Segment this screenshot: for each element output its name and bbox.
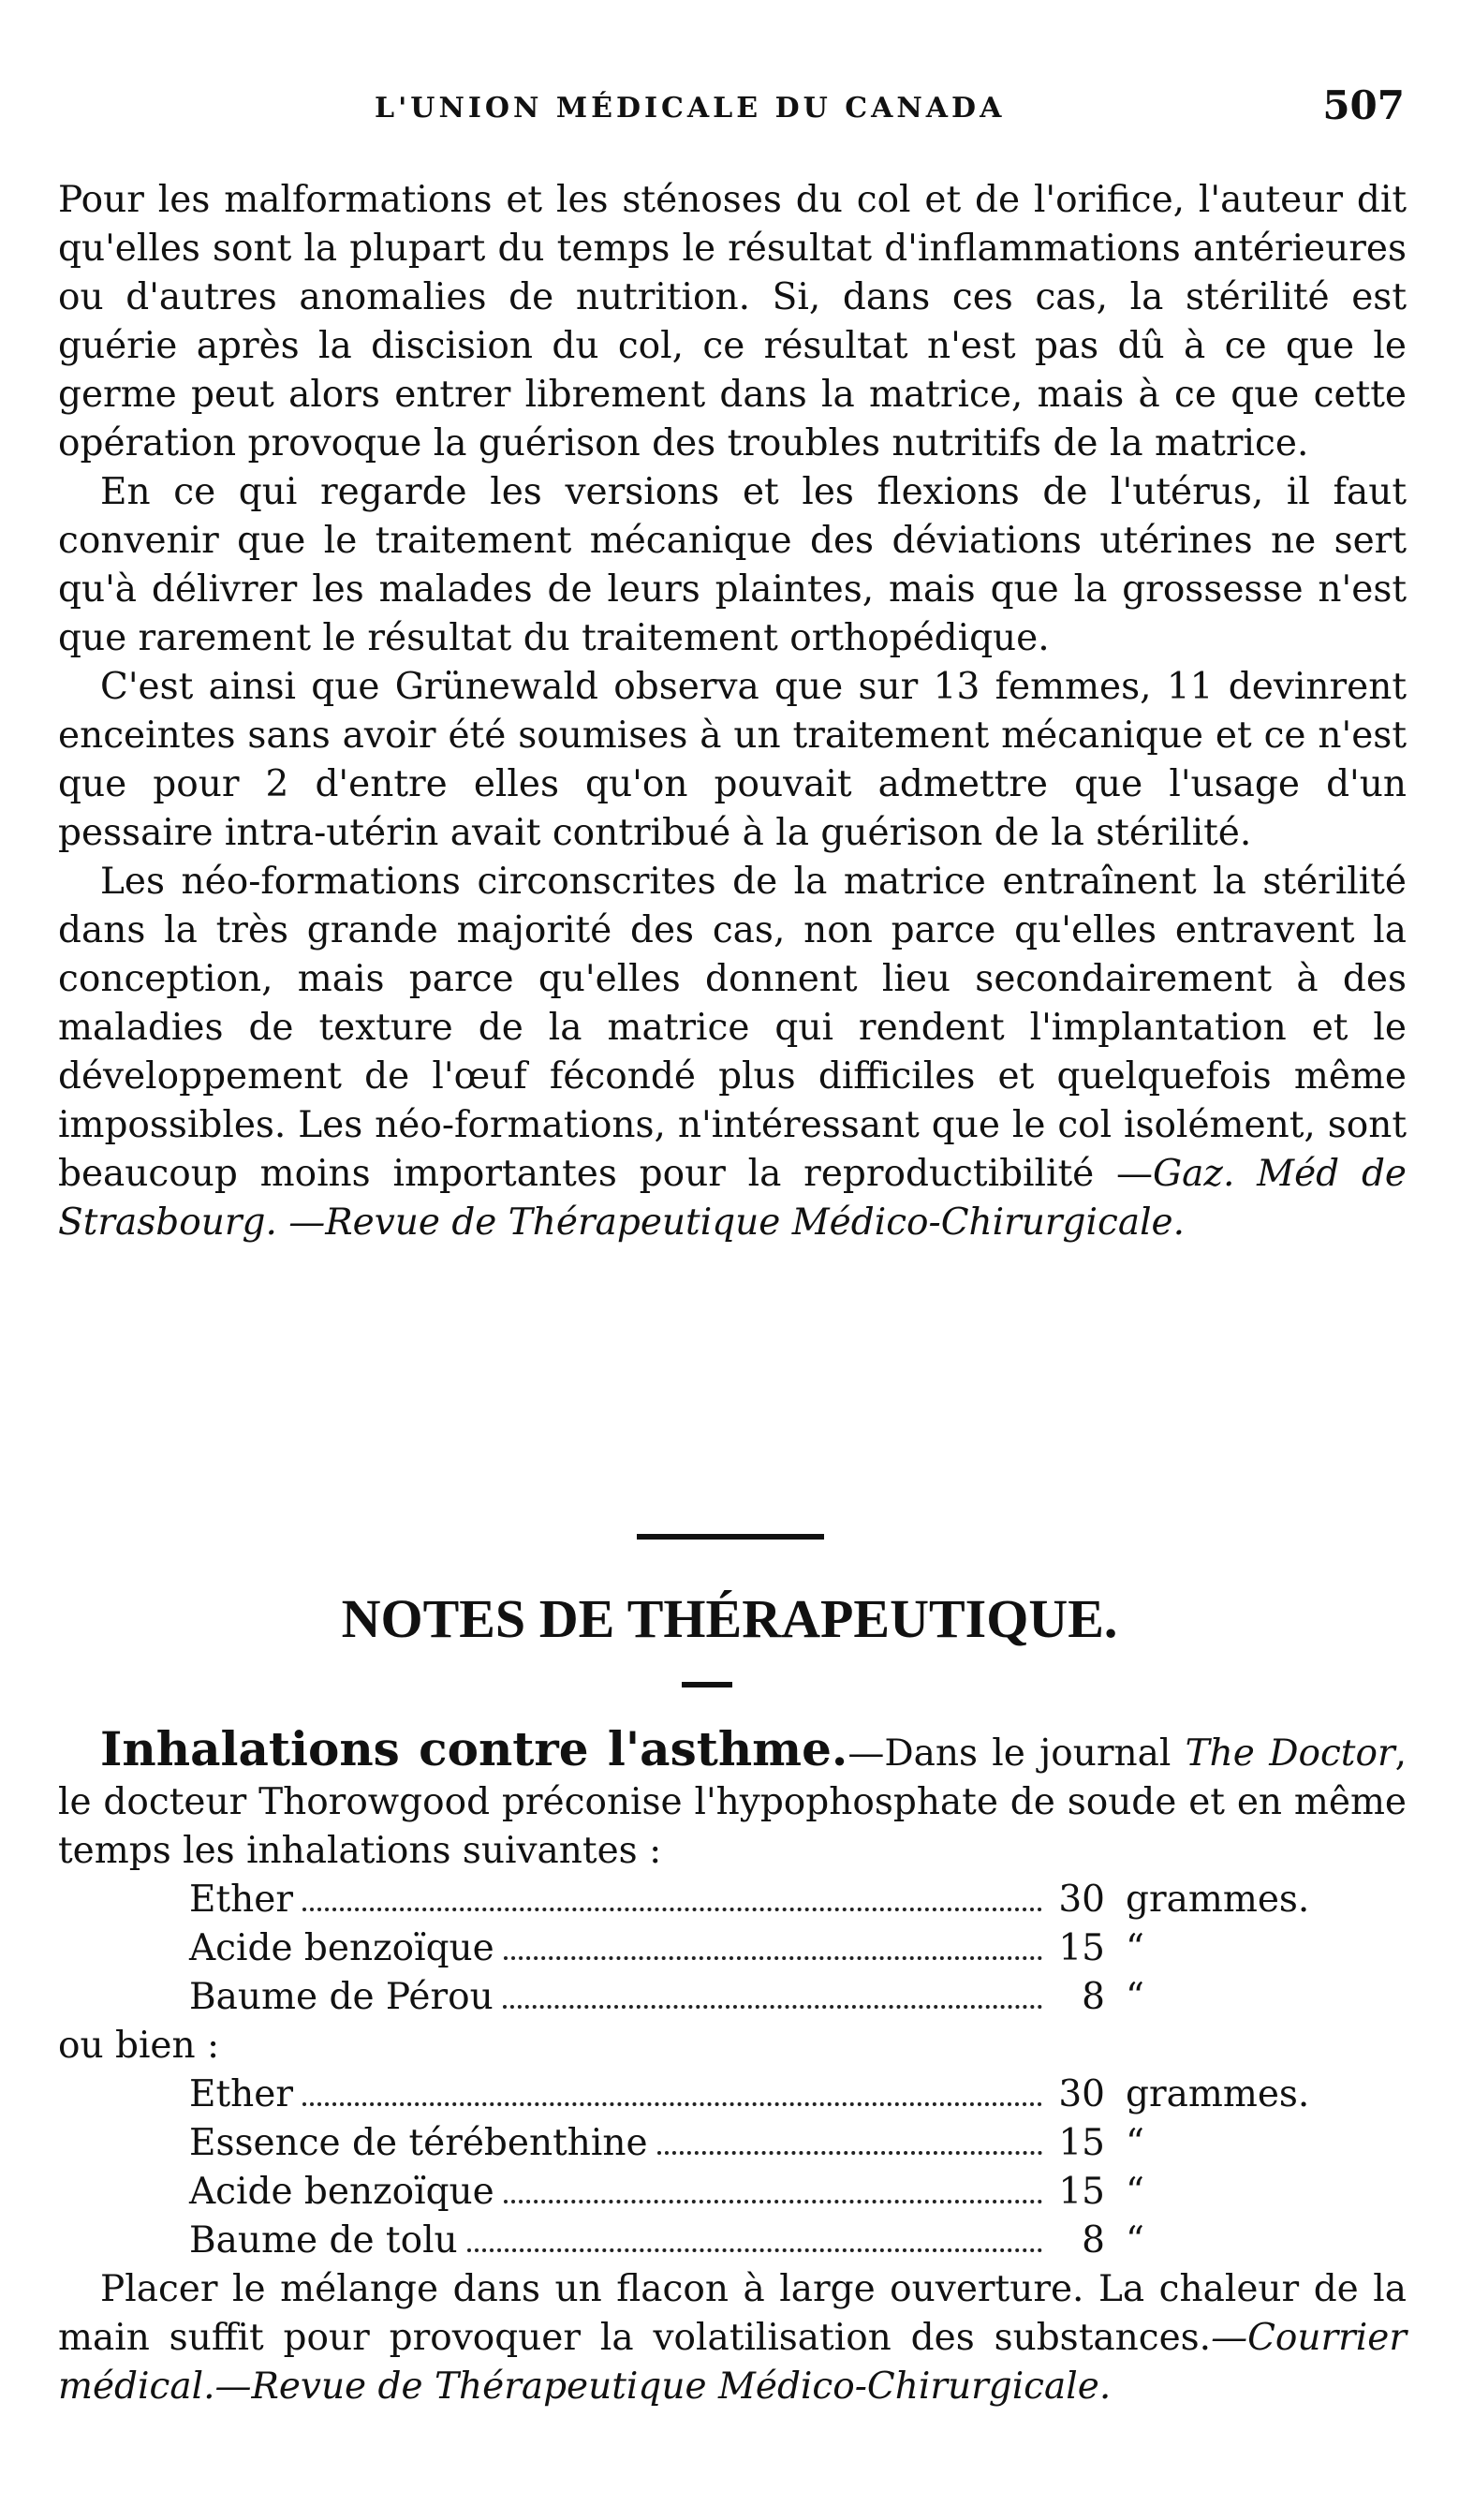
- paragraph-neo-formations: [58, 858, 1407, 1247]
- page-header: [56, 82, 1405, 139]
- ingredient-unit: “: [1126, 1927, 1144, 1969]
- ingredient-name: Ether: [189, 1879, 293, 1921]
- dot-leader: [504, 2200, 1042, 2203]
- recipe-list-2: [189, 2071, 1378, 2265]
- ingredient-amount: 15: [1058, 2122, 1105, 2164]
- section-divider-bottom: [682, 1682, 732, 1687]
- ingredient-name: Acide benzoïque: [189, 1927, 494, 1969]
- note-intro: [58, 1721, 1407, 1876]
- ingredient-unit: grammes.: [1126, 1879, 1310, 1921]
- article-body: [58, 176, 1407, 1247]
- ingredient-name: Acide benzoïque: [189, 2171, 494, 2213]
- page-number: 507: [1322, 82, 1405, 128]
- running-title: L'UNION MÉDICALE DU CANADA: [375, 92, 1006, 125]
- paragraph-neo-formations-text: Les néo-formations circonscrites de la matrice entraînent la stérilité dans la très grande majorité des cas, non parce qu'elles entravent la conception, mais parce qu'elles donnent lieu secondairement à des maladies de texture de la matrice qui rendent l'implantation et le développement de l'œuf fécondé plus difficiles et quelquefois même impossibles. Les néo-formations, n'intéressant que le col isolément, sont beaucoup moins importantes pour la reproductibilité —: [58, 861, 1407, 1195]
- dot-leader: [302, 1908, 1042, 1911]
- ingredient-unit: “: [1126, 2219, 1144, 2262]
- paragraph-malformations: Pour les malformations et les sténoses du col et de l'orifice, l'auteur dit qu'elles sont la plupart du temps le résultat d'inflammations antérieures ou d'autres anomalies de nutrition. Si, dans ces cas, la stérilité est guérie après la discision du col, ce résultat n'est pas dû à ce que le germe peut alors entrer librement dans la matrice, mais à ce que cette opération provoque la guérison des troubles nutritifs de la matrice.: [58, 179, 1407, 464]
- ingredient-unit: “: [1126, 2122, 1144, 2164]
- recipe-item: [189, 1876, 1378, 1924]
- closing-citation: —Courrier médical.—Revue de Thérapeutique Médico-Chirurgicale.: [58, 2317, 1407, 2408]
- ingredient-amount: 15: [1058, 1927, 1105, 1969]
- article-citation: Gaz. Méd de Strasbourg. —Revue de Thérapeutique Médico-Chirurgicale.: [58, 1153, 1407, 1244]
- recipe-item: [189, 1924, 1378, 1973]
- journal-name: The Doctor: [1185, 1732, 1395, 1775]
- ingredient-amount: 15: [1058, 2171, 1105, 2213]
- dot-leader: [503, 2005, 1042, 2009]
- recipe-connector: ou bien :: [58, 2025, 220, 2067]
- recipe-item: [189, 2168, 1378, 2217]
- recipe-item: [189, 1973, 1378, 2022]
- dot-leader: [504, 1956, 1042, 1960]
- ingredient-amount: 8: [1082, 1976, 1105, 2018]
- section-heading: NOTES DE THÉRAPEUTIQUE.: [341, 1588, 1118, 1649]
- dot-leader: [467, 2248, 1042, 2252]
- ingredient-name: Essence de térébenthine: [189, 2122, 648, 2164]
- ingredient-name: Baume de Pérou: [189, 1976, 494, 2018]
- recipe-item: [189, 2119, 1378, 2168]
- note-closing-text: Placer le mélange dans un flacon à large ouverture. La chaleur de la main suffit pour provoquer la volatilisation des substances.: [58, 2268, 1407, 2359]
- therapeutic-notes: [58, 1721, 1407, 2411]
- ingredient-amount: 30: [1058, 2073, 1105, 2115]
- recipe-item: [189, 2071, 1378, 2119]
- note-lead-title: Inhalations contre l'asthme.: [100, 1721, 848, 1776]
- ingredient-amount: 8: [1082, 2219, 1105, 2262]
- ingredient-unit: grammes.: [1126, 2073, 1310, 2115]
- paragraph-versions-flexions: En ce qui regarde les versions et les flexions de l'utérus, il faut convenir que le traitement mécanique des déviations utérines ne sert qu'à délivrer les malades de leurs plaintes, mais que la grossesse n'est que rarement le résultat du traitement orthopédique.: [58, 471, 1407, 659]
- section-divider-top: [637, 1534, 824, 1540]
- dot-leader: [302, 2102, 1042, 2106]
- recipe-item: [189, 2217, 1378, 2265]
- ingredient-unit: “: [1126, 1976, 1144, 2018]
- dot-leader: [657, 2151, 1042, 2155]
- paragraph-grunewald: C'est ainsi que Grünewald observa que sur 13 femmes, 11 devinrent enceintes sans avoir été soumises à un traitement mécanique et ce n'est que pour 2 d'entre elles qu'on pouvait admettre que l'usage d'un pessaire intra-utérin avait contribué à la guérison de la stérilité.: [58, 666, 1407, 854]
- recipe-list-1: [189, 1876, 1378, 2022]
- note-intro-part1: —Dans le journal: [847, 1732, 1186, 1775]
- ingredient-unit: “: [1126, 2171, 1144, 2213]
- ingredient-name: Ether: [189, 2073, 293, 2115]
- ingredient-amount: 30: [1058, 1879, 1105, 1921]
- note-intro-part2: , le docteur Thorowgood préconise l'hypophosphate de soude et en même temps les inhalations suivantes :: [58, 1732, 1407, 1872]
- note-closing: [58, 2265, 1407, 2411]
- ingredient-name: Baume de tolu: [189, 2219, 458, 2262]
